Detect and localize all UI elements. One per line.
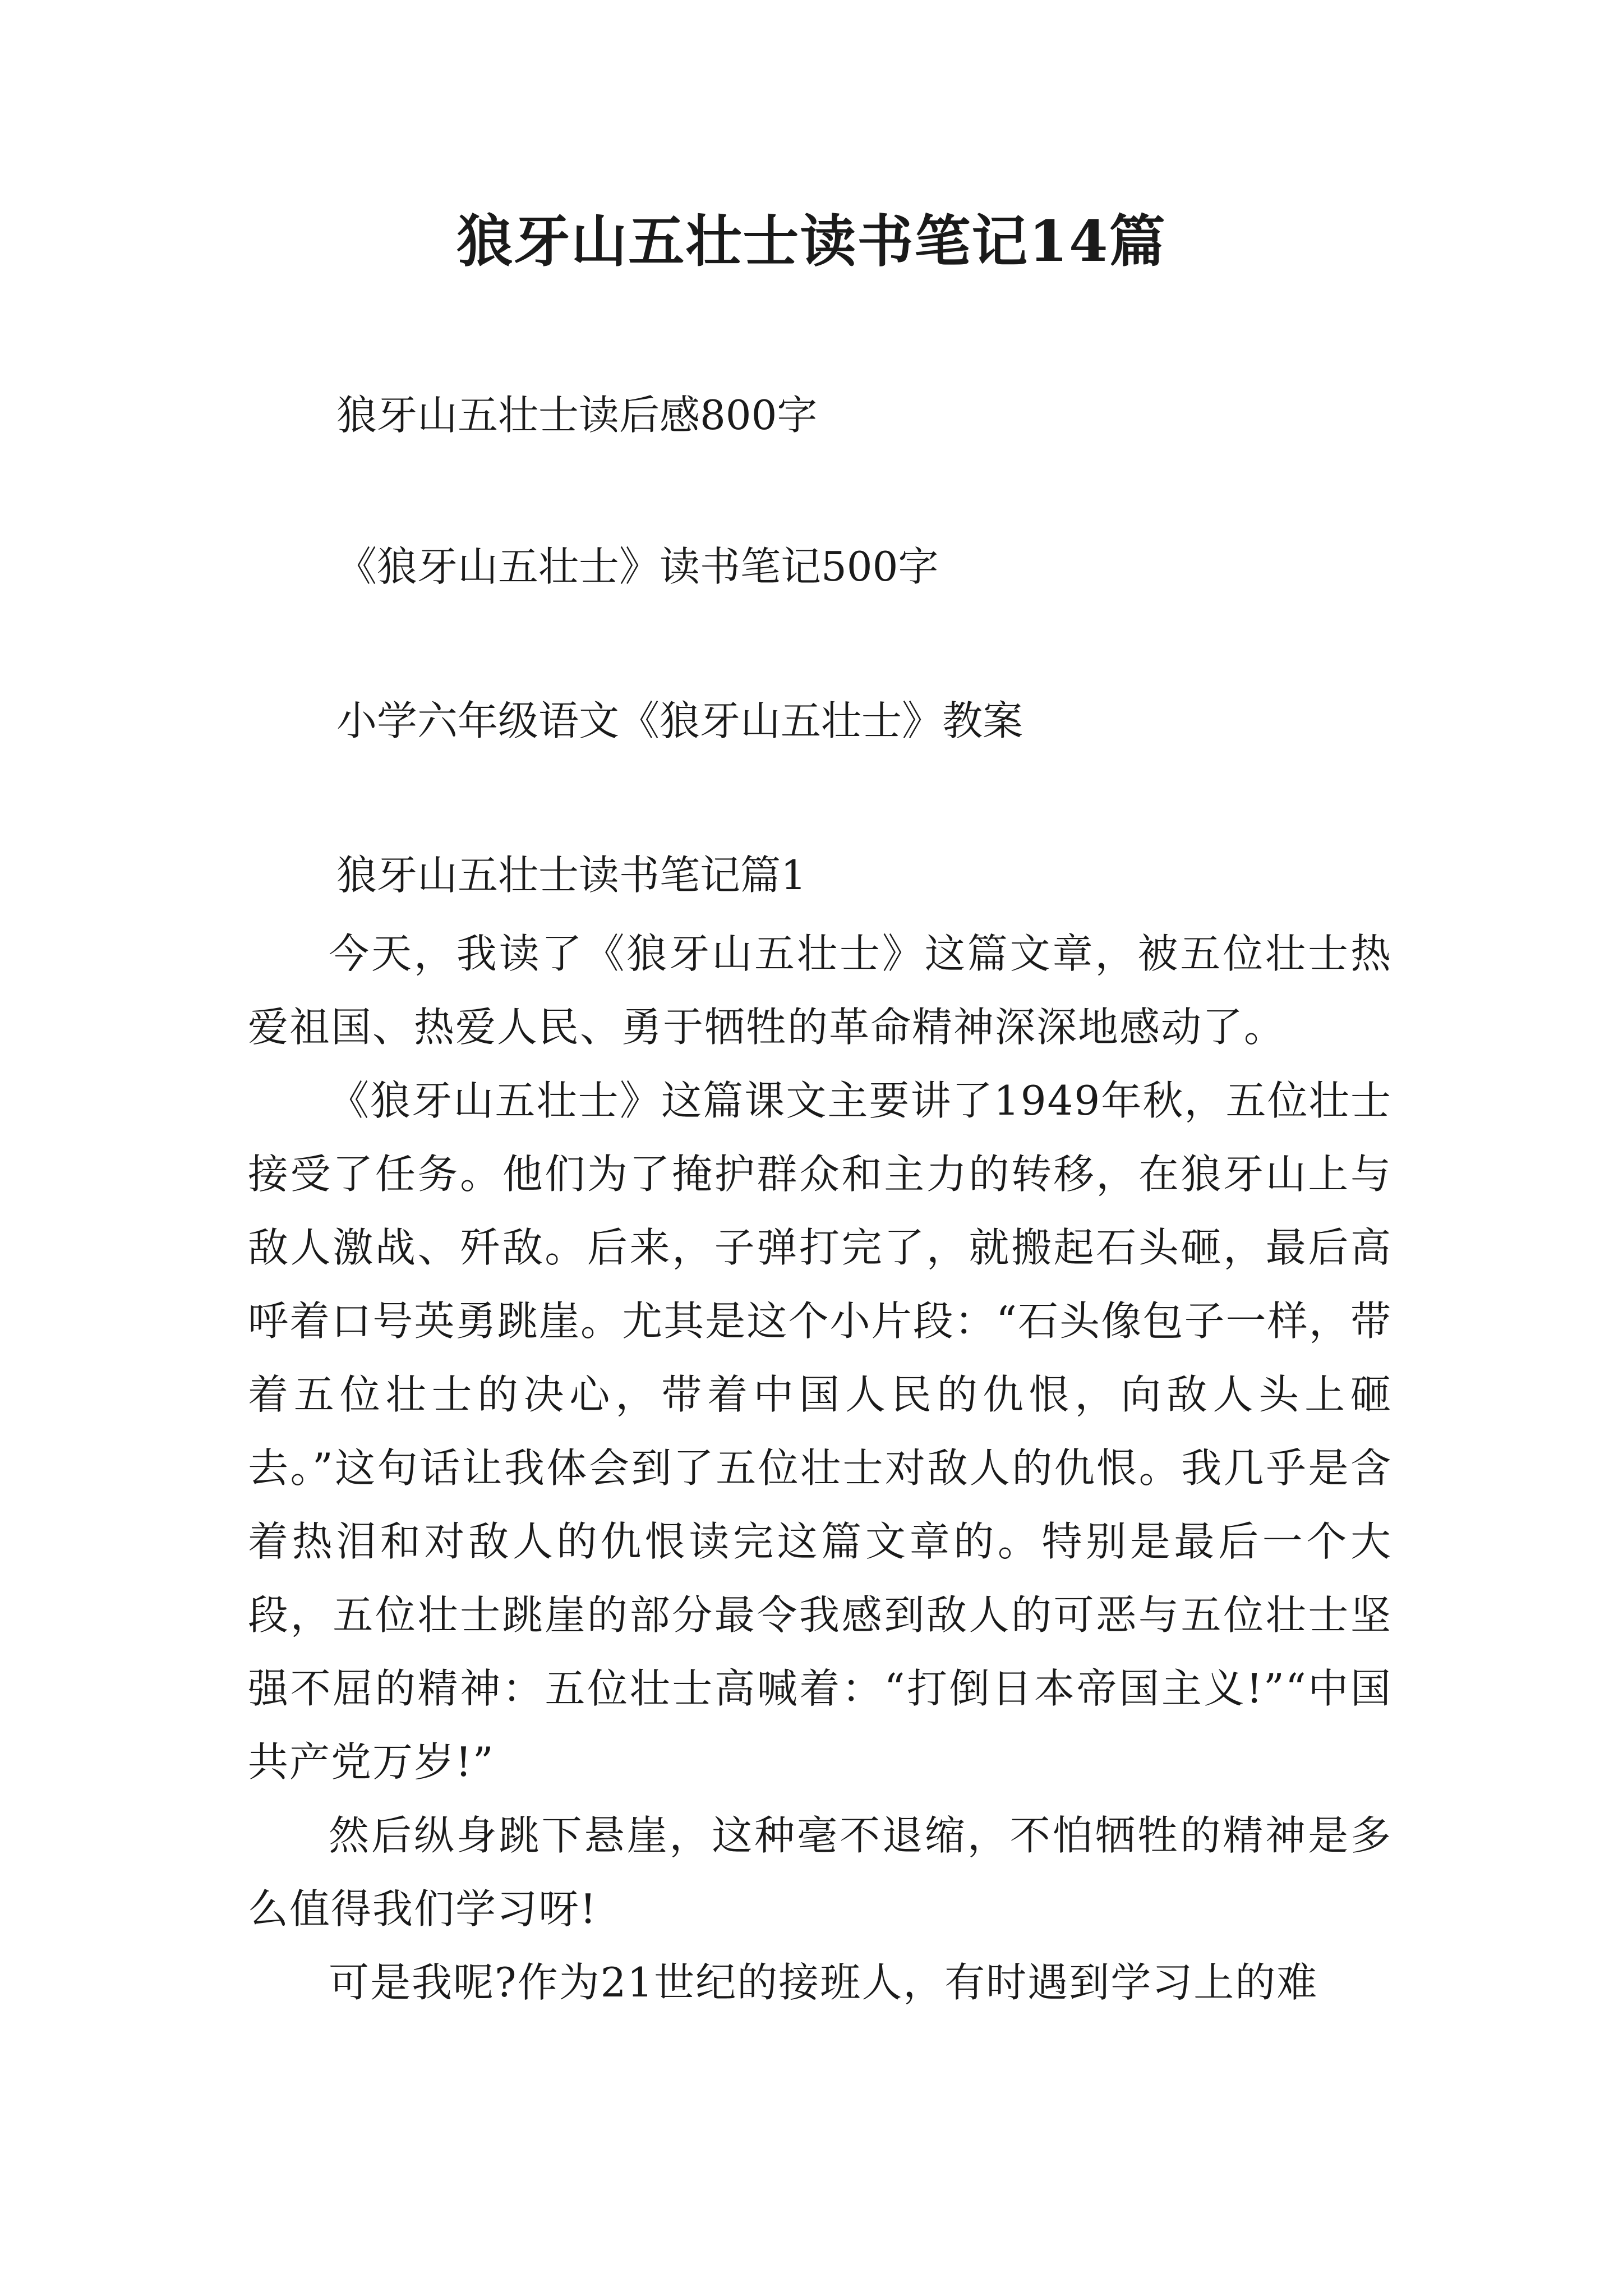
paragraph: 可是我呢?作为21世纪的接班人，有时遇到学习上的难 — [329, 1959, 1318, 2006]
paragraph: 《狼牙山五壮士》这篇课文主要讲了1949年秋，五位壮士接受了任务。他们为了掩护群众和主力的转移，在狼牙山上与敌人激战、歼敌。后来，子弹打完了，就搬起石头砸，最后高呼着口号英勇跳崖。尤其是这个小片段：“石头像包子一样，带着五位壮士的决心，带着中国人民的仇恨，向敌人头上砸去。”这句话让我体会到了五位壮士对敌人的仇恨。我几乎是含着热泪和对敌人的仇恨读完这篇文章的。特别是最后一个大段，五位壮士跳崖的部分最令我感到敌人的可恶与五位壮士坚强不屈的精神：五位壮士高喊着：“打倒日本帝国主义!”“中国共产党万岁!” — [248, 1077, 1392, 1786]
document-title: 狼牙山五壮士读书笔记14篇 — [457, 208, 1166, 274]
toc-item: 《狼牙山五壮士》读书笔记500字 — [336, 543, 939, 590]
paragraph: 然后纵身跳下悬崖，这种毫不退缩，不怕牺牲的精神是多么值得我们学习呀! — [248, 1812, 1392, 1932]
toc-item: 小学六年级语文《狼牙山五壮士》教案 — [336, 697, 1023, 744]
article-body — [248, 917, 1392, 2019]
article-heading: 狼牙山五壮士读书笔记篇1 — [336, 852, 806, 899]
toc-item: 狼牙山五壮士读后感800字 — [336, 392, 818, 439]
paragraph: 今天，我读了《狼牙山五壮士》这篇文章，被五位壮士热爱祖国、热爱人民、勇于牺牲的革命精神深深地感动了。 — [248, 930, 1392, 1051]
